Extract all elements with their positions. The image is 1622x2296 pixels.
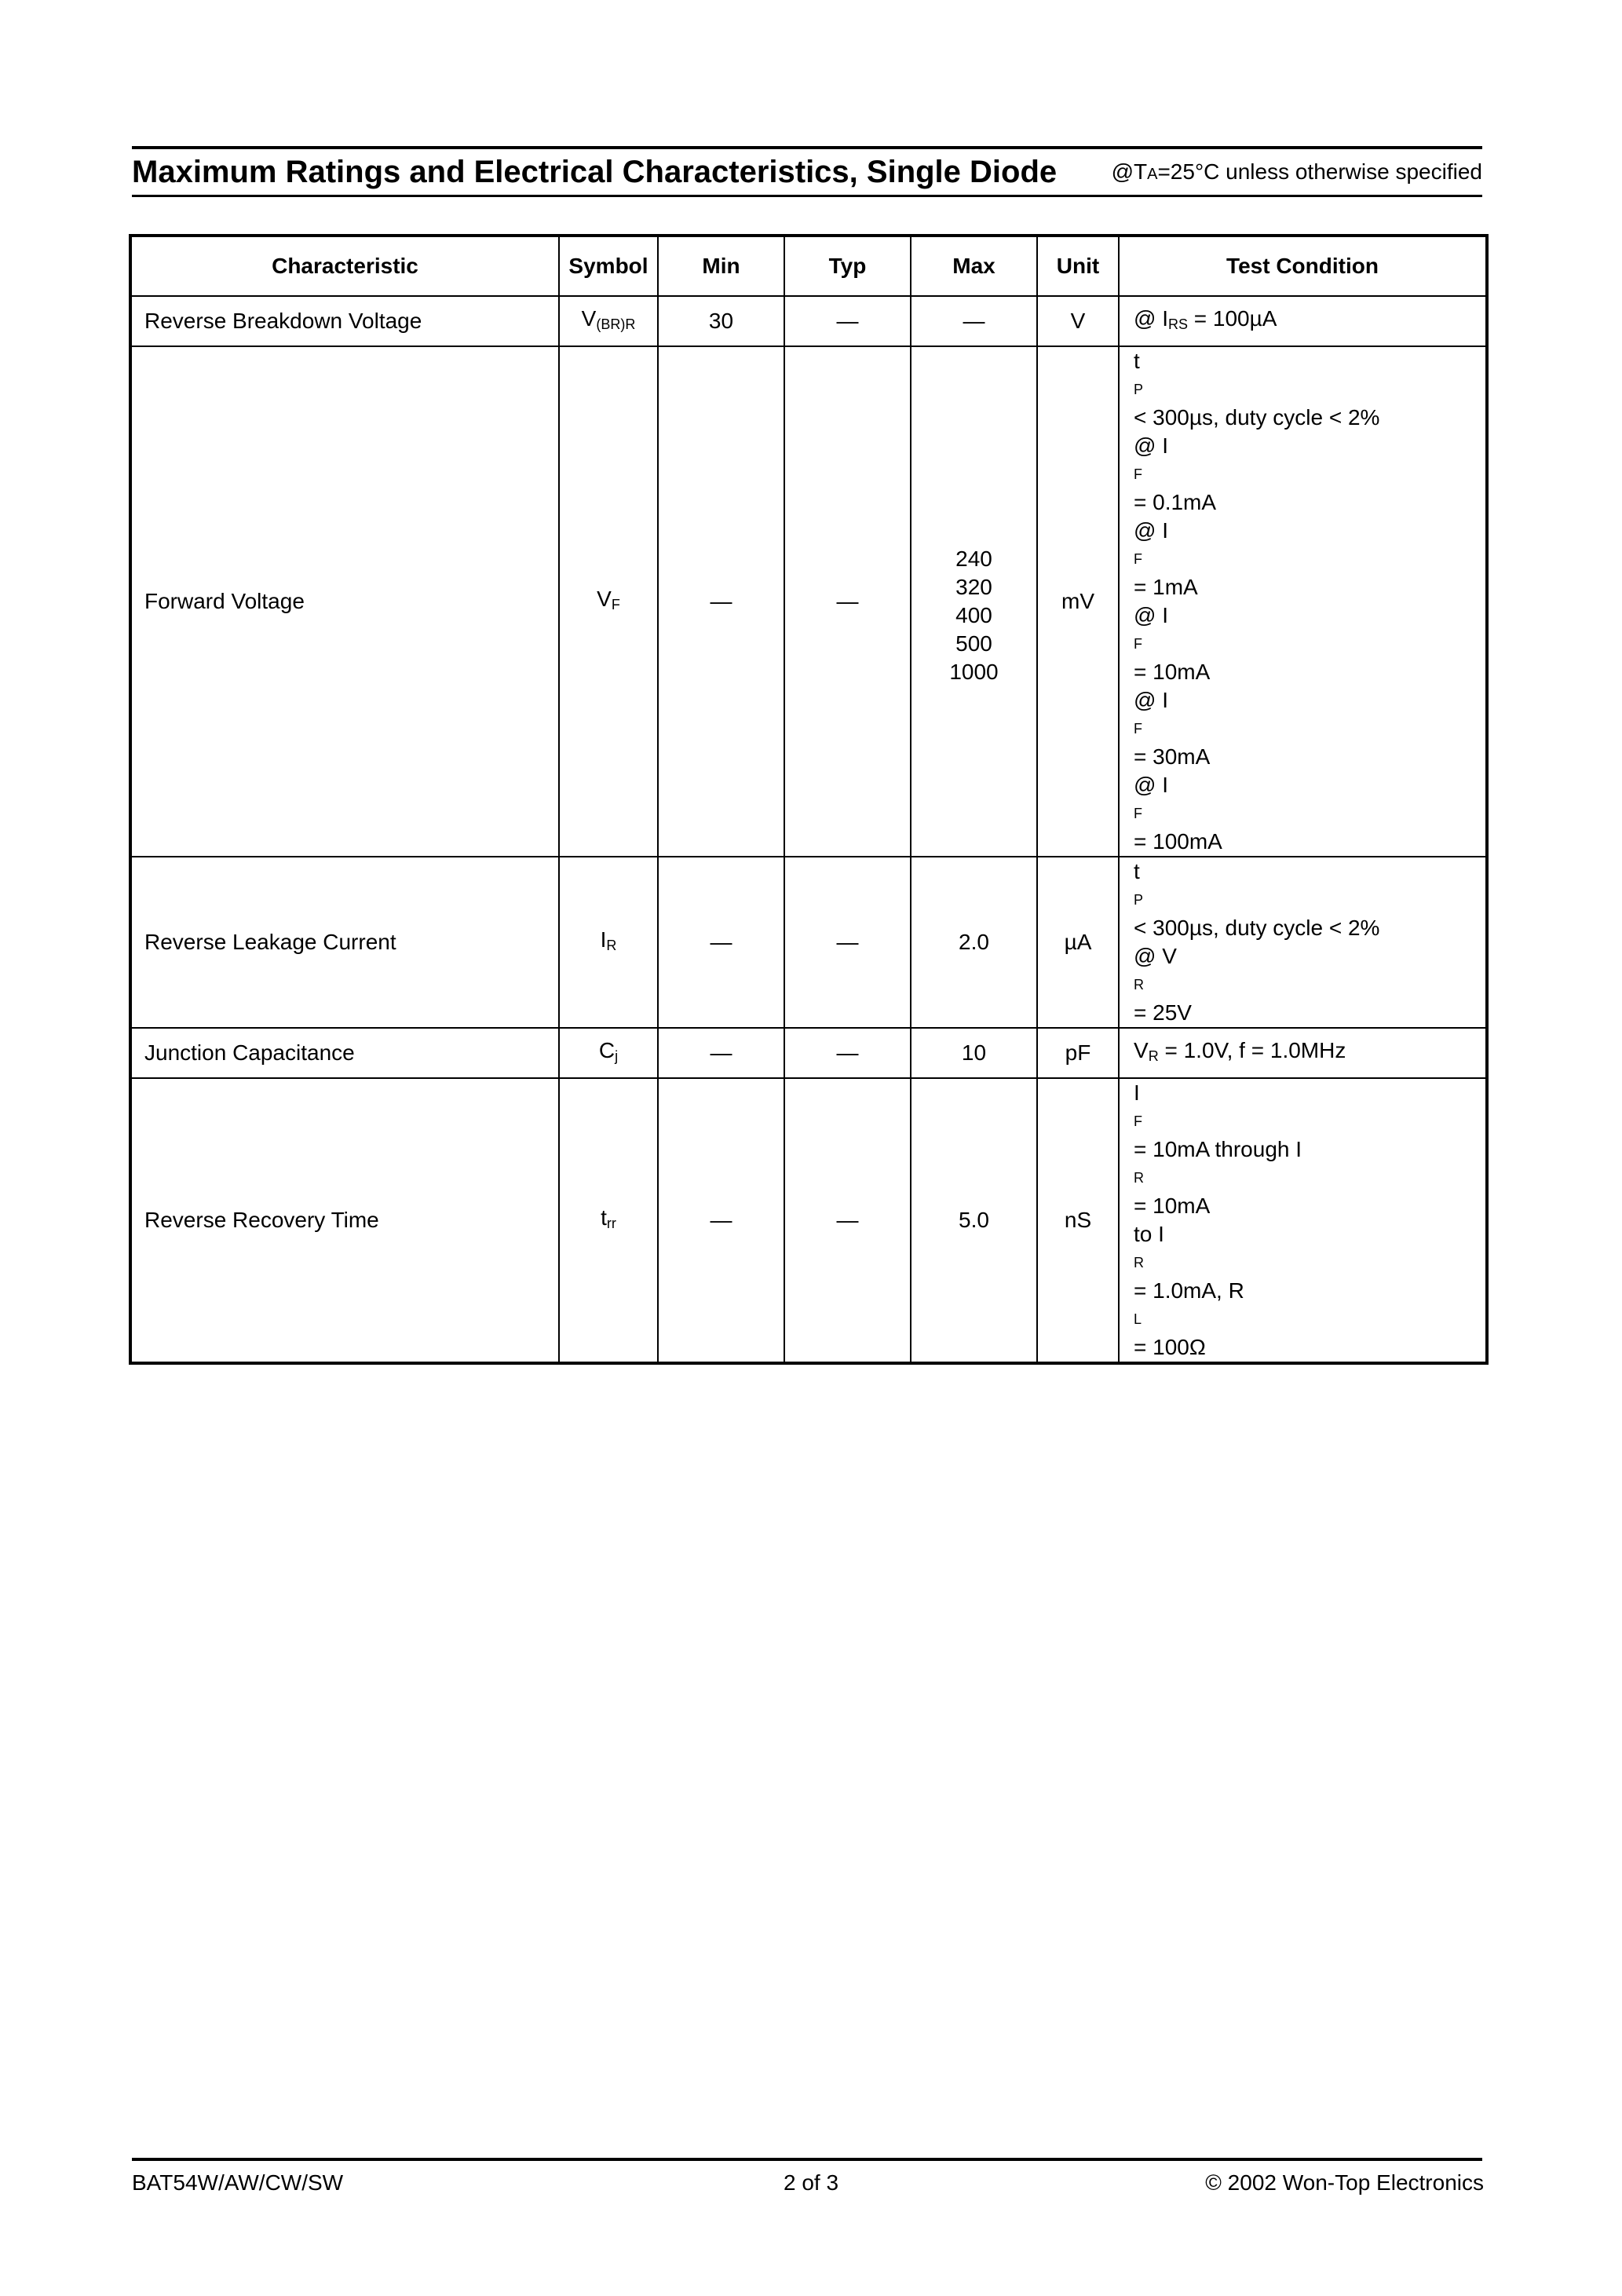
cell-min: 30 — [658, 296, 784, 346]
max-value: 240 — [955, 547, 992, 571]
test-text: @ I — [1134, 603, 1168, 627]
table-row — [130, 346, 1487, 857]
cell-max: 5.0 — [911, 1078, 1037, 1363]
page-title: Maximum Ratings and Electrical Characteristics, Single Diode — [132, 154, 1058, 189]
test-text: @ V — [1134, 944, 1177, 968]
symbol-sub: F — [611, 596, 620, 612]
test-line — [1134, 771, 1485, 856]
col-header-min: Min — [658, 236, 784, 296]
col-header-unit: Unit — [1037, 236, 1119, 296]
cell-test-condition — [1119, 1028, 1487, 1078]
title-condition — [1112, 159, 1482, 185]
test-text: @ I — [1134, 518, 1168, 543]
cell-max: 10 — [911, 1028, 1037, 1078]
test-text: I — [1134, 1080, 1140, 1105]
test-sub: L — [1134, 1311, 1142, 1327]
test-sub: F — [1134, 721, 1142, 737]
spec-table — [129, 234, 1489, 1365]
test-text: = 100Ω — [1134, 1335, 1206, 1359]
cell-unit: V — [1037, 296, 1119, 346]
cell-characteristic: Forward Voltage — [130, 346, 559, 857]
test-line — [1134, 517, 1485, 601]
cell-test-condition — [1119, 296, 1487, 346]
test-text: = 100mA — [1134, 829, 1222, 854]
cell-unit: nS — [1037, 1078, 1119, 1363]
symbol-sub: rr — [606, 1215, 616, 1231]
title-top-rule — [132, 146, 1482, 149]
test-text: t — [1134, 349, 1140, 373]
cell-typ: — — [784, 1078, 911, 1363]
cell-max: 2.0 — [911, 857, 1037, 1028]
condition-prefix: @T — [1111, 159, 1148, 184]
test-sub: RS — [1167, 316, 1188, 332]
test-text: = 0.1mA — [1134, 490, 1217, 514]
col-header-characteristic: Characteristic — [130, 236, 559, 296]
test-text: @ I — [1134, 688, 1168, 712]
cell-symbol — [559, 1028, 658, 1078]
test-sub: F — [1134, 466, 1142, 482]
test-line — [1134, 432, 1485, 517]
test-sub: F — [1134, 806, 1142, 821]
table-row — [130, 857, 1487, 1028]
test-text: = 1mA — [1134, 575, 1198, 599]
test-line — [1134, 601, 1485, 686]
test-text: t — [1134, 859, 1140, 883]
test-sub: F — [1134, 551, 1142, 567]
cell-min: — — [658, 1078, 784, 1363]
test-sub: R — [1134, 1255, 1144, 1270]
test-line — [1134, 347, 1485, 432]
table-header-row — [130, 236, 1487, 296]
test-sub: R — [1134, 977, 1144, 993]
col-header-test-condition: Test Condition — [1119, 236, 1487, 296]
title-bottom-rule — [132, 195, 1482, 197]
test-sub: R — [1148, 1047, 1159, 1064]
test-text: < 300µs, duty cycle < 2% — [1134, 405, 1380, 430]
symbol-sub: j — [615, 1047, 619, 1064]
symbol-sub: (BR)R — [596, 316, 636, 332]
footer-copyright: © 2002 Won-Top Electronics — [1205, 2170, 1484, 2195]
test-sub: F — [1134, 1113, 1142, 1129]
symbol-main: I — [600, 927, 607, 952]
cell-min: — — [658, 346, 784, 857]
table-row — [130, 1078, 1487, 1363]
cell-max — [911, 346, 1037, 857]
cell-test-condition — [1119, 1078, 1487, 1363]
test-sub: R — [1134, 1170, 1144, 1186]
condition-suffix: =25°C unless otherwise specified — [1157, 159, 1482, 184]
cell-max: — — [911, 296, 1037, 346]
symbol-main: C — [598, 1037, 616, 1062]
cell-typ: — — [784, 1028, 911, 1078]
test-sub: P — [1134, 382, 1144, 397]
test-text: = 30mA — [1134, 744, 1211, 769]
max-value: 500 — [955, 631, 992, 656]
cell-characteristic: Junction Capacitance — [130, 1028, 559, 1078]
test-text: = 10mA — [1134, 660, 1211, 684]
test-text: @ I — [1134, 773, 1168, 797]
test-sub: F — [1134, 636, 1142, 652]
cell-unit: pF — [1037, 1028, 1119, 1078]
footer-part-number: BAT54W/AW/CW/SW — [132, 2170, 344, 2195]
test-text: V — [1134, 1037, 1149, 1062]
cell-unit: mV — [1037, 346, 1119, 857]
symbol-sub: R — [606, 937, 617, 953]
test-text: @ I — [1134, 305, 1168, 331]
cell-typ: — — [784, 346, 911, 857]
max-value: 1000 — [949, 660, 999, 684]
footer-page-number: 2 of 3 — [783, 2170, 839, 2195]
test-line — [1134, 857, 1485, 942]
test-text: = 10mA through I — [1134, 1137, 1302, 1161]
cell-symbol — [559, 346, 658, 857]
cell-characteristic: Reverse Leakage Current — [130, 857, 559, 1028]
table-row — [130, 1028, 1487, 1078]
symbol-main: V — [581, 305, 597, 331]
test-line — [1134, 1079, 1485, 1220]
test-text: = 10mA — [1134, 1194, 1211, 1218]
test-text: = 1.0mA, R — [1134, 1278, 1244, 1303]
col-header-max: Max — [911, 236, 1037, 296]
cell-characteristic: Reverse Recovery Time — [130, 1078, 559, 1363]
cell-characteristic: Reverse Breakdown Voltage — [130, 296, 559, 346]
cell-typ: — — [784, 296, 911, 346]
col-header-symbol: Symbol — [559, 236, 658, 296]
test-line — [1134, 686, 1485, 771]
test-line — [1134, 1220, 1485, 1362]
cell-unit: µA — [1037, 857, 1119, 1028]
test-text: to I — [1134, 1222, 1164, 1246]
test-text: = 100µA — [1188, 305, 1277, 331]
table-row — [130, 296, 1487, 346]
test-text: < 300µs, duty cycle < 2% — [1134, 916, 1380, 940]
symbol-main: t — [601, 1205, 607, 1230]
cell-symbol — [559, 857, 658, 1028]
test-text: = 25V — [1134, 1000, 1192, 1025]
condition-sub: A — [1147, 166, 1158, 183]
max-value: 320 — [955, 575, 992, 599]
test-text: = 1.0V, f = 1.0MHz — [1158, 1037, 1346, 1062]
cell-typ: — — [784, 857, 911, 1028]
cell-test-condition — [1119, 857, 1487, 1028]
cell-min: — — [658, 1028, 784, 1078]
symbol-main: V — [597, 586, 612, 611]
cell-test-condition — [1119, 346, 1487, 857]
cell-symbol — [559, 296, 658, 346]
col-header-typ: Typ — [784, 236, 911, 296]
test-text: @ I — [1134, 433, 1168, 458]
cell-symbol — [559, 1078, 658, 1363]
test-line — [1134, 942, 1485, 1027]
test-sub: P — [1134, 892, 1144, 908]
title-block — [132, 151, 1482, 193]
cell-min: — — [658, 857, 784, 1028]
max-value: 400 — [955, 603, 992, 627]
footer-rule — [132, 2158, 1482, 2161]
